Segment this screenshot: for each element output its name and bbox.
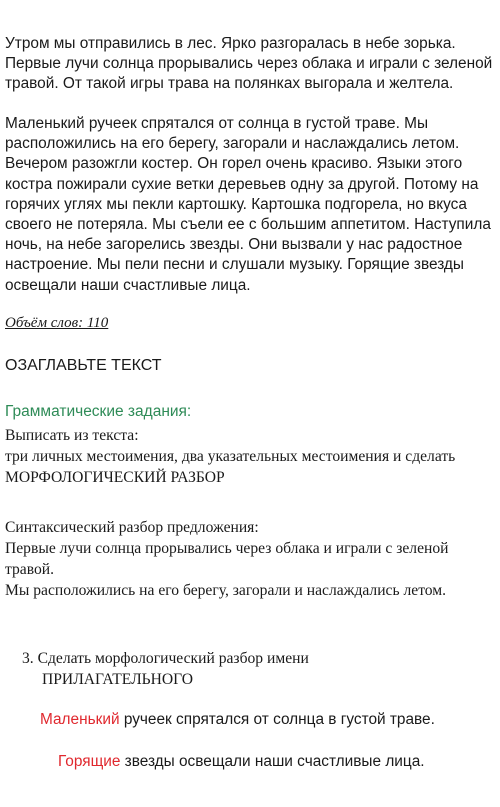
- highlighted-adjective-1: Маленький: [40, 711, 120, 728]
- task-1-line-1: Выписать из текста:: [5, 427, 139, 444]
- word-count: Объём слов: 110: [5, 315, 109, 331]
- task-3-line-1: 3. Сделать морфологический разбор имени: [22, 650, 309, 667]
- task-3: [22, 648, 492, 690]
- example-sentence-1: [40, 710, 495, 731]
- grammar-heading: Грамматические задания:: [5, 403, 192, 420]
- text-paragraph-2: Маленький ручеек спрятался от солнца в густой траве. Мы расположились на его берегу, загорали и наслаждались летом. Вечером разожгли костер. Он горел очень красиво. Языки этого костра пожирали сухие ветки деревьев одну за другой. Потому на горячих углях мы пекли картошку. Картошка подгорела, но вкуса своего не потеряла. Мы съели ее с большим аппетитом. Наступила ночь, на небе загорелись звезды. Они вызвали у нас радостное настроение. Мы пели песни и слушали музыку. Горящие звезды освещали наши счастливые лица.: [5, 115, 491, 294]
- example-sentence-2: [58, 752, 498, 773]
- example-sentence-2-rest: звезды освещали наши счастливые лица.: [120, 753, 425, 770]
- task-3-line-2: ПРИЛАГАТЕЛЬНОГО: [42, 671, 194, 688]
- syntax-heading: Синтаксический разбор предложения:: [5, 519, 259, 536]
- title-task: ОЗАГЛАВЬТЕ ТЕКСТ: [5, 357, 162, 374]
- example-sentence-1-rest: ручеек спрятался от солнца в густой траве.: [119, 711, 435, 728]
- syntax-sentence-2: Мы расположились на его берегу, загорали и наслаждались летом.: [5, 582, 447, 599]
- text-paragraph-1: Утром мы отправились в лес. Ярко разгоралась в небе зорька. Первые лучи солнца прорывались через облака и играли с зеленой травой. От такой игры трава на полянках выгорала и желтела.: [5, 35, 493, 93]
- task-1: [5, 425, 497, 488]
- highlighted-adjective-2: Горящие: [58, 753, 121, 770]
- syntax-task: [5, 517, 497, 601]
- syntax-sentence-1: Первые лучи солнца прорывались через облака и играли с зеленой травой.: [5, 540, 449, 578]
- task-1-line-2: три личных местоимения, два указательных местоимения и сделать МОРФОЛОГИЧЕСКИЙ РАЗБОР: [5, 448, 456, 486]
